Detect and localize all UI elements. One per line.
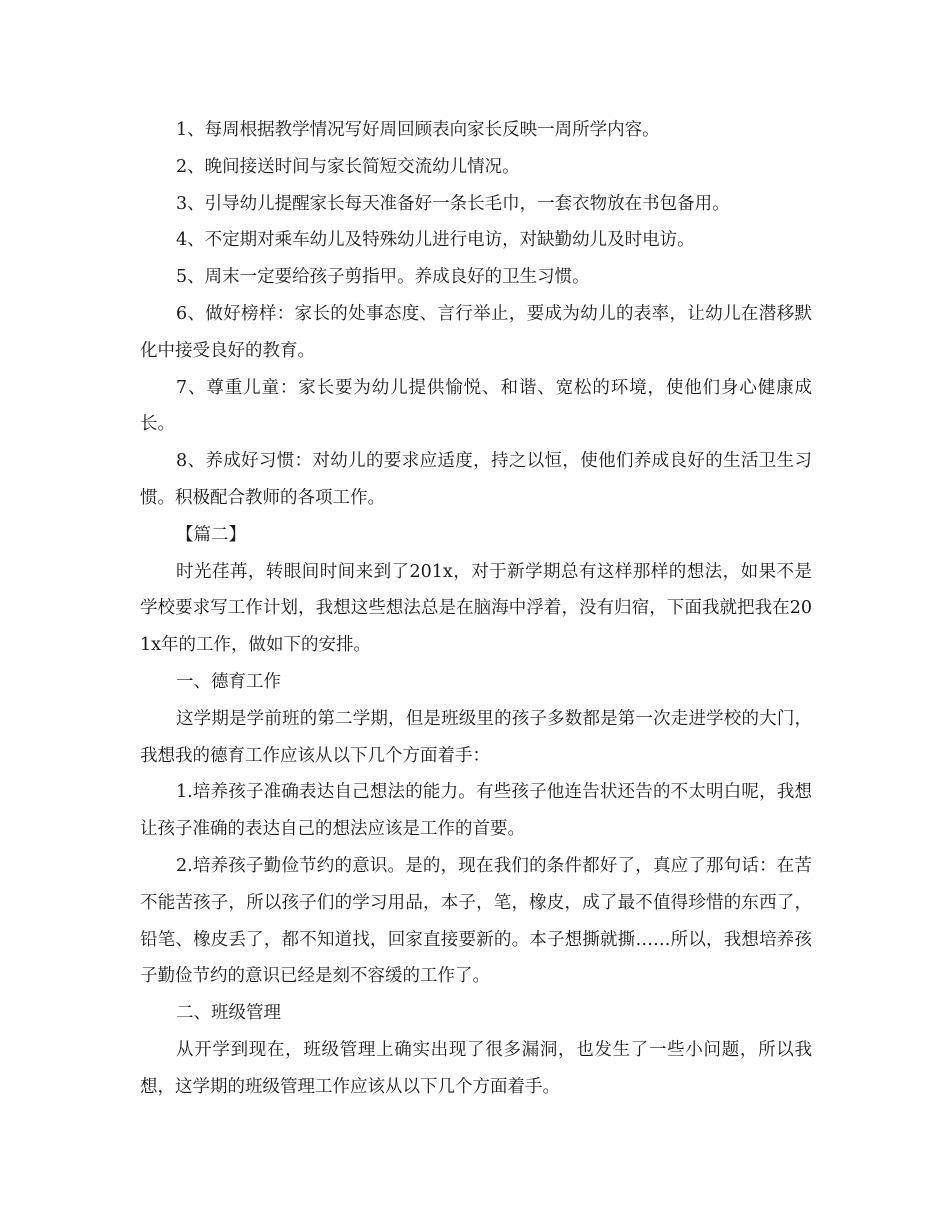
paragraph: 1.培养孩子准确表达自己想法的能力。有些孩子他连告状还告的不太明白呢，我想让孩子准确的表达自己的想法应该是工作的首要。: [140, 782, 812, 840]
paragraph: 7、尊重儿童：家长要为幼儿提供愉悦、和谐、宽松的环境，使他们身心健康成长。: [140, 377, 812, 435]
paragraph: 4、不定期对乘车幼儿及特殊幼儿进行电访，对缺勤幼儿及时电访。: [176, 230, 695, 251]
paragraph: 1、每周根据教学情况写好周回顾表向家长反映一周所学内容。: [176, 120, 660, 140]
paragraph: 2、晚间接送时间与家长简短交流幼儿情况。: [176, 156, 520, 177]
document-body: [140, 112, 812, 1106]
paragraph: 这学期是学前班的第二学期，但是班级里的孩子多数都是第一次走进学校的大门，我想我的德育工作应该从以下几个方面着手：: [140, 708, 812, 766]
paragraph: 时光荏苒，转眼间时间来到了201x，对于新学期总有这样那样的想法，如果不是学校要求写工作计划，我想这些想法总是在脑海中浮着，没有归宿，下面我就把我在201x年的工作，做如下的安排。: [140, 561, 812, 656]
section-heading: 二、班级管理: [176, 1003, 281, 1024]
paragraph: 5、周末一定要给孩子剪指甲。养成良好的卫生习惯。: [176, 267, 590, 288]
paragraph: 2.培养孩子勤俭节约的意识。是的，现在我们的条件都好了，真应了那句话：在苦不能苦孩子，所以孩子们的学习用品，本子，笔，橡皮，成了最不值得珍惜的东西了，铅笔、橡皮丢了，都不知道找，回家直接要新的。本子想撕就撕……所以，我想培养孩子勤俭节约的意识已经是刻不容缓的工作了。: [140, 855, 812, 987]
section-heading: 【篇二】: [176, 524, 246, 545]
paragraph: 从开学到现在，班级管理上确实出现了很多漏洞，也发生了一些小问题，所以我想，这学期的班级管理工作应该从以下几个方面着手。: [140, 1039, 812, 1097]
paragraph: 8、养成好习惯：对幼儿的要求应适度，持之以恒，使他们养成良好的生活卫生习惯。积极配合教师的各项工作。: [140, 451, 812, 508]
section-heading: 一、德育工作: [176, 671, 281, 692]
paragraph: 6、做好榜样：家长的处事态度、言行举止，要成为幼儿的表率，让幼儿在潜移默化中接受良好的教育。: [140, 303, 812, 361]
paragraph: 3、引导幼儿提醒家长每天准备好一条长毛巾，一套衣物放在书包备用。: [176, 193, 730, 214]
